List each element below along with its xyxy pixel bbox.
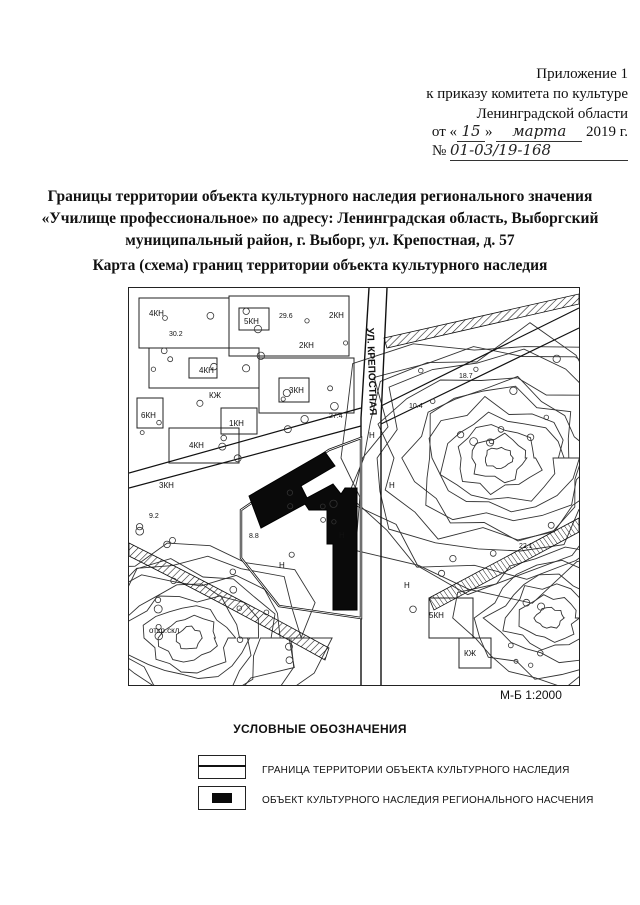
legend-boundary-label: ГРАНИЦА ТЕРРИТОРИИ ОБЪЕКТА КУЛЬТУРНОГО НАСЛЕДИЯ [262, 765, 570, 776]
date-prefix: от « [431, 124, 458, 140]
tree-symbol [344, 341, 348, 345]
spot-height: 30.2 [169, 331, 183, 338]
contour-line [534, 607, 564, 628]
tree-symbol [490, 551, 496, 557]
site-map [128, 287, 580, 686]
tree-symbol [474, 367, 478, 371]
map-label: Н [339, 531, 345, 540]
map-label: 2КН [299, 341, 314, 350]
contour-line [158, 615, 217, 662]
spot-height: 10.4 [409, 403, 423, 410]
spot-height: 27.4 [329, 413, 343, 420]
contour-line [458, 425, 542, 495]
contour-line [377, 349, 579, 551]
map-label: Н [369, 431, 375, 440]
map-label: 2КН [329, 311, 344, 320]
tree-symbol [289, 552, 294, 557]
tree-symbol [197, 400, 203, 406]
tree-symbol [168, 357, 173, 362]
contour-line [429, 397, 579, 512]
tree-symbol [151, 367, 155, 371]
tree-symbol [230, 586, 237, 593]
tree-symbol [170, 537, 176, 543]
tree-symbol [331, 402, 339, 410]
tree-symbol [328, 386, 333, 391]
tree-symbol [221, 435, 227, 441]
title-line-2: «Училище профессиональное» по адресу: Ленинградская область, Выборгский [41, 210, 599, 227]
tree-symbol [508, 643, 513, 648]
tree-symbol [155, 597, 160, 602]
spot-height: 18.7 [459, 373, 473, 380]
order-number [432, 140, 628, 161]
date-mid: » [485, 124, 493, 140]
title-line-3: муниципальный район, г. Выборг, ул. Крепостная, д. 57 [125, 232, 515, 249]
contour-line [176, 626, 202, 649]
order-reference: к приказу комитета по культуре [426, 86, 628, 102]
map-label: откр.скл [149, 626, 180, 635]
contour-line [440, 412, 564, 501]
tree-symbol [321, 518, 326, 523]
order-year: 2019 г. [586, 124, 628, 140]
tree-symbol [154, 605, 162, 613]
block-outline [229, 296, 349, 356]
railway-strip [129, 543, 329, 660]
contour-line [519, 595, 579, 643]
contour-line [453, 547, 579, 685]
legend-heritage-swatch [198, 786, 246, 810]
tree-symbol [419, 368, 424, 373]
tree-symbol [510, 387, 517, 394]
handwritten-number: 01-03/19-168 [450, 140, 628, 161]
retaining-wall [384, 294, 579, 348]
handwritten-month: марта [496, 121, 582, 142]
map-label: 3КН [159, 481, 174, 490]
map-scale: М-Б 1:2000 [500, 688, 562, 702]
block-outline [139, 298, 229, 348]
tree-symbol [553, 355, 560, 362]
tree-symbol [529, 663, 533, 667]
tree-symbol [161, 348, 167, 354]
tree-symbol [157, 420, 162, 425]
map-label: 4КН [189, 441, 204, 450]
street-name-label: УЛ. КРЕПОСТНАЯ [364, 327, 379, 416]
tree-symbol [286, 657, 293, 664]
tree-symbol [470, 438, 478, 446]
tree-symbol [254, 325, 261, 332]
spot-height: 29.6 [279, 313, 293, 320]
contour-line [503, 584, 579, 650]
map-subtitle: Карта (схема) границ территории объекта культурного наследия [92, 257, 548, 274]
map-label: 4КН [149, 309, 164, 318]
spot-height: 9.2 [149, 513, 159, 520]
number-prefix: № [431, 143, 447, 159]
spot-height: 8.8 [249, 533, 259, 540]
map-label: 5КН [429, 611, 444, 620]
map-label: 3КН [289, 386, 304, 395]
tree-symbol [538, 603, 545, 610]
map-label: КЖ [209, 391, 222, 400]
tree-symbol [439, 570, 445, 576]
tree-symbol [305, 319, 309, 323]
tree-symbol [136, 524, 142, 530]
map-label: 4КН [199, 366, 214, 375]
handwritten-day: 15 [457, 121, 485, 142]
tree-symbol [281, 397, 285, 401]
contour-line [472, 433, 527, 483]
tree-symbol [243, 308, 249, 314]
contour-line [426, 386, 579, 521]
map-label: Н [404, 581, 410, 590]
document-title [40, 186, 600, 252]
tree-symbol [301, 416, 308, 423]
map-drawing [129, 288, 579, 685]
map-label: Н [389, 481, 395, 490]
tree-symbol [548, 522, 554, 528]
map-label: 1КН [229, 419, 244, 428]
map-label: 6КН [141, 411, 156, 420]
appendix-label: Приложение 1 [536, 66, 628, 82]
tree-symbol [230, 569, 236, 575]
tree-symbol [450, 555, 456, 561]
map-label: 5КН [244, 317, 259, 326]
tree-symbol [243, 365, 250, 372]
title-line-1: Границы территории объекта культурного наследия регионального значения [47, 188, 593, 205]
tree-symbol [207, 312, 214, 319]
legend-heritage-label: ОБЪЕКТ КУЛЬТУРНОГО НАСЛЕДИЯ РЕГИОНАЛЬНОГО НАСЧЕНИЯ [262, 795, 594, 806]
region-label: Ленинградской области [476, 106, 628, 122]
map-label: Н [279, 561, 285, 570]
legend-boundary-swatch [198, 755, 246, 779]
map-label: КЖ [464, 649, 477, 658]
spot-height: 22.1 [519, 543, 533, 550]
tree-symbol [410, 606, 417, 613]
legend-title: УСЛОВНЫЕ ОБОЗНАЧЕНИЯ [233, 722, 407, 736]
order-date [432, 121, 628, 142]
contour-line [486, 447, 514, 468]
railway-strip-2 [429, 518, 579, 610]
tree-symbol [140, 431, 144, 435]
block-outline [259, 358, 354, 413]
tree-symbol [136, 527, 144, 535]
